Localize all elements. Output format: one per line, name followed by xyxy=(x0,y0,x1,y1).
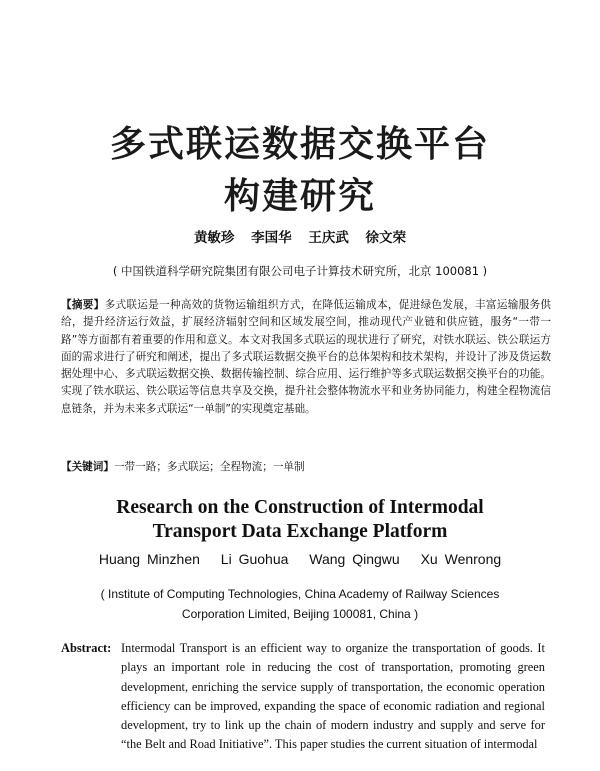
author-en: Huang Minzhen xyxy=(98,551,200,567)
authors-en xyxy=(0,551,600,567)
author-en: Xu Wenrong xyxy=(420,551,502,567)
abstract-cn-label: 【摘要】 xyxy=(61,299,105,311)
author-cn: 王庆武 xyxy=(308,230,349,246)
keywords-cn-text: 一带一路；多式联运；全程物流；一单制 xyxy=(113,461,305,473)
abstract-en-text: Intermodal Transport is an efficient way to organize the transportation of goods. It plays an important role in reducing the cost of transportation, promoting green development, enriching the service supply of transportation, the economic operation efficiency can be improved, expanding the space of economic radiation and regional development, try to link up the chain of modern industry and supply and serve for “the Belt and Road Initiative”. This paper studies the current situation of intermodal xyxy=(121,641,545,752)
author-cn: 徐文荣 xyxy=(365,230,407,246)
keywords-cn-label: 【关键词】 xyxy=(61,461,114,473)
affiliation-en xyxy=(0,584,600,624)
author-cn: 黄敏珍 xyxy=(193,230,235,246)
affiliation-cn: ( 中国铁道科学研究院集团有限公司电子计算技术研究所，北京 100081 ) xyxy=(112,264,488,278)
abstract-cn-text: 多式联运是一种高效的货物运输组织方式，在降低运输成本，促进绿色发展，丰富运输服务供给，提升经济运行效益，扩展经济辐射空间和区域发展空间，推动现代产业链和供应链，服务“一带一路”等方面都有着重要的作用和意义。本文对我国多式联运的现状进行了研究，对铁水联运、铁公联运方面的需求进行了研究和阐述，提出了多式联运数据交换平台的总体架构和技术架构，并设计了涉及货运数据处理中心、多式联运数据交换、数据传输控制、综合应用、运行维护等多式联运数据交换平台的功能。实现了铁水联运、铁公联运等信息共享及交换，提升社会整体物流水平和业务协同能力，构建全程物流信息链条，并为未来多式联运“一单制”的实现奠定基础。 xyxy=(61,299,552,415)
abstract-en xyxy=(61,639,545,755)
affiliation-en-line2: Corporation Limited, Beijing 100081, China ) xyxy=(181,607,419,621)
author-en: Wang Qingwu xyxy=(309,551,400,567)
authors-cn xyxy=(0,226,600,246)
title-cn-line2: 构建研究 xyxy=(223,176,376,217)
affiliation-en-line1: ( Institute of Computing Technologies, China Academy of Railway Sciences xyxy=(100,587,500,601)
abstract-cn xyxy=(61,297,551,418)
abstract-en-label: Abstract: xyxy=(61,641,112,655)
title-cn-line1: 多式联运数据交换平台 xyxy=(109,124,490,165)
author-en: Li Guohua xyxy=(220,551,289,567)
title-en-line2: Transport Data Exchange Platform xyxy=(152,521,448,542)
title-en-line1: Research on the Construction of Intermodal xyxy=(116,497,484,518)
author-cn: 李国华 xyxy=(251,230,292,246)
keywords-cn xyxy=(61,459,551,474)
